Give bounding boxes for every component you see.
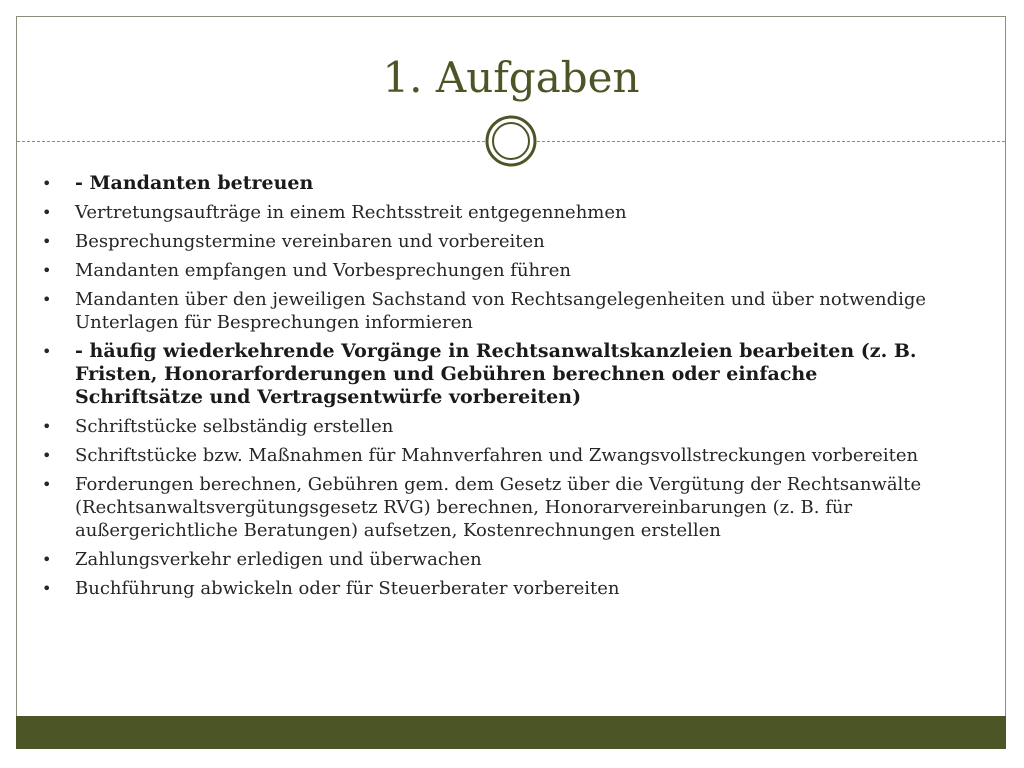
bullet-text: Mandanten über den jeweiligen Sachstand von Rechtsangelegenheiten und über notwendige Unterlagen für Besprechungen informieren [75, 289, 927, 333]
bullet-item [40, 577, 950, 600]
bullet-text: Forderungen berechnen, Gebühren gem. dem Gesetz über die Vergütung der Rechtsanwälte (Rechtsanwaltsvergütungsgesetz RVG) berechnen, Honorarvereinbarungen (z. B. für außergerichtliche Beratungen) aufsetzen, Kostenrechnungen erstellen [75, 474, 922, 541]
bullet-item [40, 548, 950, 571]
bullet-item [40, 415, 950, 438]
bullet-dot: • [42, 203, 52, 222]
footer-bar [16, 716, 1006, 749]
bullet-item [40, 201, 950, 224]
bullet-dot: • [42, 579, 52, 598]
bullet-item [40, 230, 950, 253]
bullet-text: Besprechungstermine vereinbaren und vorbereiten [75, 231, 545, 252]
bullet-dot: • [42, 550, 52, 569]
bullet-text: Buchführung abwickeln oder für Steuerberater vorbereiten [75, 578, 620, 599]
bullet-item [40, 473, 950, 542]
bullet-item [40, 444, 950, 467]
bullet-item [40, 288, 950, 334]
bullet-dot: • [42, 475, 52, 494]
bullet-dot: • [42, 174, 52, 193]
bullet-dot: • [42, 290, 52, 309]
bullet-item [40, 172, 950, 195]
bullet-dot: • [42, 261, 52, 280]
bullet-item [40, 259, 950, 282]
bullet-text: Schriftstücke bzw. Maßnahmen für Mahnverfahren und Zwangsvollstreckungen vorbereiten [75, 445, 919, 466]
bullet-dot: • [42, 232, 52, 251]
bullet-text: - Mandanten betreuen [75, 172, 314, 194]
bullet-text: Schriftstücke selbständig erstellen [75, 416, 394, 437]
bullet-text: Zahlungsverkehr erledigen und überwachen [75, 549, 482, 570]
double-circle-icon [485, 115, 537, 167]
bullet-list [40, 172, 950, 606]
bullet-dot: • [42, 446, 52, 465]
slide-title: 1. Aufgaben [382, 53, 640, 102]
bullet-text: Mandanten empfangen und Vorbesprechungen führen [75, 260, 571, 281]
bullet-item [40, 340, 950, 409]
bullet-text: - häufig wiederkehrende Vorgänge in Rechtsanwaltskanzleien bearbeiten (z. B. Fristen, Honorarforderungen und Gebühren berechnen oder einfache Schriftsätze und Vertragsentwürfe vorbereiten) [75, 340, 917, 408]
bullet-dot: • [42, 342, 52, 361]
bullet-text: Vertretungsaufträge in einem Rechtsstreit entgegennehmen [75, 202, 627, 223]
bullet-dot: • [42, 417, 52, 436]
